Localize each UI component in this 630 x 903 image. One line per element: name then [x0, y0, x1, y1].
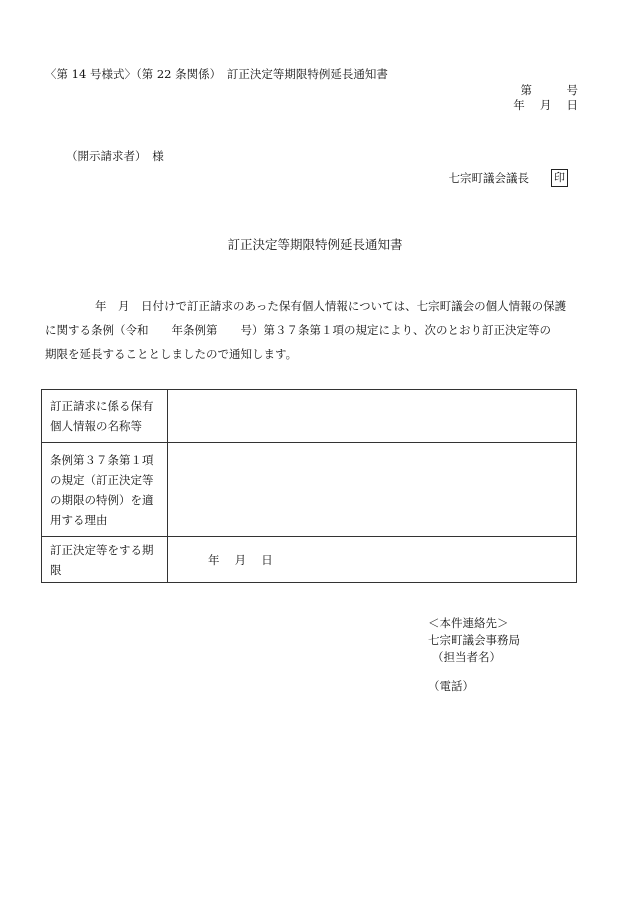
seal-mark: 印 — [551, 169, 568, 187]
document-date-line: 年 月 日 — [513, 98, 578, 112]
body-line-1: 年 月 日付けで訂正請求のあった保有個人情報については、七宗町議会の個人情報の保護 — [95, 299, 567, 313]
sender-name: 七宗町議会議長 — [448, 171, 529, 185]
info-table — [41, 389, 577, 583]
contact-heading: ＜本件連絡先＞ — [428, 616, 509, 630]
spacer — [428, 666, 520, 678]
row-label-record-name: 訂正請求に係る保有個人情報の名称等 — [42, 390, 168, 443]
row-value-record-name[interactable] — [168, 390, 577, 443]
contact-person: （担当者名） — [432, 650, 501, 664]
contact-block — [428, 615, 520, 695]
form-heading: 〈第 14 号様式〉（第 22 条関係） 訂正決定等期限特例延長通知書 — [45, 67, 388, 81]
row-label-reason: 条例第３７条第１項の規定（訂正決定等の期限の特例）を適用する理由 — [42, 443, 168, 537]
row-label-deadline: 訂正決定等をする期限 — [42, 537, 168, 583]
document-title: 訂正決定等期限特例延長通知書 — [227, 237, 403, 252]
deadline-date: 年 月 日 — [208, 552, 273, 567]
row-value-reason[interactable] — [168, 443, 577, 537]
document-number-line: 第 号 — [520, 83, 578, 97]
table-row — [42, 443, 577, 537]
table-row — [42, 537, 577, 583]
table-row — [42, 390, 577, 443]
body-line-3: 期限を延長することとしましたので通知します。 — [45, 347, 298, 361]
body-line-2: に関する条例（令和 年条例第 号）第３７条第１項の規定により、次のとおり訂正決定等の — [45, 323, 551, 337]
body-text — [45, 294, 590, 366]
sender-block — [449, 169, 569, 187]
contact-office: 七宗町議会事務局 — [428, 633, 520, 647]
addressee: （開示請求者） 様 — [66, 149, 164, 163]
contact-phone: （電話） — [428, 679, 474, 693]
row-value-deadline[interactable] — [168, 537, 577, 583]
